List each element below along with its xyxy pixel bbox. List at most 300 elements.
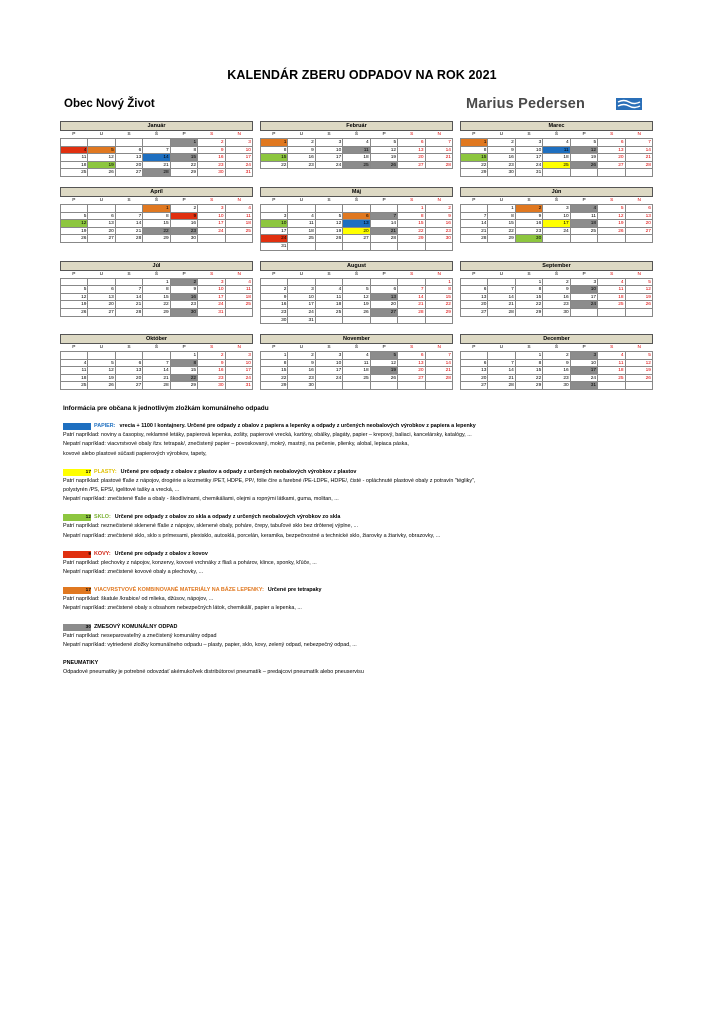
day-cell: 30 [288,382,315,390]
day-cell: 11 [598,286,625,294]
weekday-label: P [72,132,76,137]
weekday-label: P [382,197,386,203]
day-cell: 8 [261,147,288,155]
day-cell: 22 [516,375,543,383]
day-cell: 12 [88,154,115,162]
category-line: Patrí napríklad: plechovky z nápojov, konzervy, kovové vrchnáky z fliaš a pohárov, klince, sponky, kľúče, ... [63,559,317,566]
empty-cell [143,139,170,147]
weekday-label: Š [354,271,359,277]
weekday-header [460,271,653,278]
week-row [261,317,453,325]
weekday-label: N [637,271,641,277]
day-cell: 13 [398,147,425,155]
month-calendar [460,261,653,325]
week-row [261,286,453,294]
day-cell: 30 [516,235,543,243]
day-cell: 16 [288,154,315,162]
day-cell: 24 [316,375,343,383]
weekday-label: S [127,345,131,351]
day-cell: 11 [61,154,88,162]
day-cell: 17 [316,367,343,375]
day-cell: 28 [488,309,515,317]
day-cell: 4 [226,279,253,287]
day-cell: 9 [543,286,570,294]
day-cell: 5 [371,139,398,147]
day-cell: 23 [171,228,198,236]
day-cell: 7 [488,286,515,294]
day-cell: 26 [571,162,598,170]
day-cell: 5 [88,147,115,155]
day-cell: 1 [488,205,515,213]
day-cell: 19 [598,220,625,228]
weekday-label: S [210,197,214,203]
day-cell: 6 [88,286,115,294]
week-row [461,309,653,317]
day-cell: 3 [516,139,543,147]
week-row [61,382,253,390]
category-description: Určené pre odpady z obalov zo skla a odpady z určených neobalových výrobkov zo skla [114,514,341,521]
day-cell: 24 [261,235,288,243]
category-kovy [63,550,663,577]
day-cell: 18 [226,294,253,302]
weekday-header [460,131,653,138]
day-cell: 18 [598,294,625,302]
day-cell: 2 [543,279,570,287]
weekday-label: N [437,345,441,351]
day-cell: 16 [426,220,453,228]
day-cell: 30 [171,309,198,317]
week-row [261,243,453,251]
day-cell: 18 [343,154,370,162]
category-description: vrecia + 1100 l kontajnery. Určené pre odpady z obalov z papiera a lepenky a odpady z určených neobalových výrobkov z papiera a lepenky [119,423,476,430]
empty-cell [488,352,515,360]
day-cell: 29 [516,382,543,390]
day-cell: 4 [61,147,88,155]
day-cell: 10 [226,360,253,368]
weekday-label: Š [554,197,559,203]
day-cell: 29 [516,309,543,317]
category-line: Nepatrí napríklad: vytriedené zložky komunálneho odpadu – plasty, papier, sklo, kovy, zelený odpad, nebezpečný odpad, ... [63,641,357,648]
day-cell: 3 [316,352,343,360]
category-heading [63,623,663,632]
weekday-label: U [99,345,104,351]
day-cell: 12 [316,220,343,228]
day-cell: 25 [598,301,625,309]
day-cell: 17 [226,154,253,162]
day-cell: 31 [288,317,315,325]
category-line: polystyrén /PS, EPS/, igelitové tašky a vrecká, ... [63,487,180,494]
day-cell: 21 [371,228,398,236]
weekday-header [460,344,653,351]
day-cell: 18 [61,162,88,170]
day-cell: 16 [543,294,570,302]
category-heading [63,468,663,477]
day-cell: 5 [598,205,625,213]
empty-cell [626,235,653,243]
category-line: kovové alebo plastové súčasti papierových výrobkov, tapety, [63,450,207,457]
weekday-label: Š [154,271,159,277]
day-cell: 16 [516,220,543,228]
week-row [461,279,653,287]
day-cell: 14 [371,220,398,228]
day-cell: 8 [516,286,543,294]
week-row [61,360,253,368]
week-row [261,220,453,228]
empty-cell [88,279,115,287]
day-cell: 20 [343,228,370,236]
empty-cell [261,279,288,287]
day-cell: 23 [198,162,225,170]
day-cell: 3 [261,213,288,221]
category-line: Patrí napríklad: škatule /krabice/ od mlieka, džúsov, nápojov, ... [63,596,214,603]
weekday-label: N [237,345,241,351]
day-cell: 25 [226,301,253,309]
empty-cell [343,205,370,213]
empty-cell [61,205,88,213]
day-cell: 30 [426,235,453,243]
day-cell: 22 [143,301,170,309]
day-cell: 24 [198,301,225,309]
day-cell: 20 [371,301,398,309]
day-cell: 9 [288,360,315,368]
category-line: Nepatrí napríklad: znečistené obaly s obsahom nebezpečných látok, chemikálií, papier a lepenka, ... [63,605,302,612]
day-cell: 4 [226,205,253,213]
empty-cell [461,279,488,287]
day-cell: 10 [261,220,288,228]
category-description: ZMESOVÝ KOMUNÁLNY ODPAD [94,623,178,630]
category-swatch: 30 [63,624,91,631]
month-calendar [460,187,653,251]
day-cell: 9 [426,213,453,221]
day-cell: 30 [171,235,198,243]
day-cell: 15 [143,220,170,228]
day-cell: 23 [288,375,315,383]
week-row [261,235,453,243]
day-cell: 13 [88,294,115,302]
day-cell: 9 [488,147,515,155]
day-cell: 27 [461,382,488,390]
month-weeks [460,351,653,390]
weekday-label: Š [554,132,559,137]
week-row [61,220,253,228]
day-cell: 25 [343,162,370,170]
day-cell: 2 [171,205,198,213]
category-description: Určené pre odpady z obalov z kovov [114,550,208,557]
empty-cell [288,243,315,251]
category-heading [63,513,663,522]
day-cell: 12 [626,286,653,294]
weekday-label: N [237,132,241,137]
day-cell: 22 [261,375,288,383]
day-cell: 10 [226,147,253,155]
empty-cell [343,279,370,287]
category-sklo [63,513,663,540]
day-cell: 11 [343,360,370,368]
week-row [61,169,253,177]
week-row [261,301,453,309]
day-cell: 13 [371,294,398,302]
day-cell: 1 [143,205,170,213]
day-cell: 15 [516,367,543,375]
day-cell: 19 [571,154,598,162]
day-cell: 19 [343,301,370,309]
day-cell: 14 [143,154,170,162]
day-cell: 12 [371,360,398,368]
empty-cell [371,279,398,287]
day-cell: 17 [198,220,225,228]
empty-cell [398,243,425,251]
day-cell: 13 [116,154,143,162]
day-cell: 23 [426,228,453,236]
month-calendar [60,261,253,325]
day-cell: 15 [261,367,288,375]
empty-cell [61,139,88,147]
empty-cell [598,309,625,317]
empty-cell [571,309,598,317]
weekday-label: S [127,271,131,277]
category-swatch: 17 [63,587,91,594]
day-cell: 25 [543,162,570,170]
empty-cell [116,279,143,287]
day-cell: 9 [516,213,543,221]
week-row [461,375,653,383]
category-line: Nepatrí napríklad: viacvrstvové obaly /tzv. tetrapak/, znečistený papier – povoskovaný, mokrý, mastný, na pečenie, plienky, alobal, lepiaca páska, [63,441,409,448]
day-cell: 2 [516,205,543,213]
day-cell: 27 [343,235,370,243]
week-row [61,228,253,236]
day-cell: 23 [261,309,288,317]
empty-cell [226,235,253,243]
day-cell: 8 [516,360,543,368]
day-cell: 19 [626,367,653,375]
day-cell: 8 [488,213,515,221]
day-cell: 27 [371,309,398,317]
day-cell: 22 [398,228,425,236]
day-cell: 16 [488,154,515,162]
weekday-label: S [527,132,531,137]
day-cell: 11 [543,147,570,155]
category-name: SKLO: [94,514,111,521]
week-row [461,360,653,368]
day-cell: 12 [343,294,370,302]
day-cell: 9 [171,286,198,294]
day-cell: 6 [398,139,425,147]
day-cell: 31 [516,169,543,177]
empty-cell [571,235,598,243]
day-cell: 11 [598,360,625,368]
empty-cell [571,169,598,177]
category-heading [63,586,663,595]
week-row [61,235,253,243]
day-cell: 3 [198,279,225,287]
empty-cell [116,205,143,213]
brand-logo-icon [616,98,642,110]
day-cell: 6 [371,286,398,294]
day-cell: 3 [226,352,253,360]
day-cell: 16 [261,301,288,309]
day-cell: 24 [316,162,343,170]
month-weeks [60,351,253,390]
day-cell: 2 [198,352,225,360]
day-cell: 29 [488,235,515,243]
week-row [461,169,653,177]
day-cell: 14 [426,360,453,368]
day-cell: 14 [626,147,653,155]
day-cell: 16 [198,367,225,375]
day-cell: 26 [61,309,88,317]
info-section [63,404,663,677]
category-description: Určené pre odpady z obalov z plastov a odpady z určených neobalových výrobkov z plastov [120,468,357,475]
empty-cell [343,382,370,390]
weekday-label: U [299,271,304,277]
week-row [461,162,653,170]
day-cell: 8 [171,147,198,155]
day-cell: 2 [288,352,315,360]
day-cell: 19 [88,162,115,170]
day-cell: 16 [288,367,315,375]
day-cell: 12 [371,147,398,155]
day-cell: 6 [461,360,488,368]
day-cell: 14 [488,367,515,375]
day-cell: 20 [598,154,625,162]
week-row [61,205,253,213]
empty-cell [626,169,653,177]
day-cell: 1 [461,139,488,147]
day-cell: 20 [626,220,653,228]
day-cell: 5 [626,352,653,360]
empty-cell [461,352,488,360]
week-row [261,382,453,390]
week-row [261,375,453,383]
weekday-label: S [610,197,614,203]
week-row [261,367,453,375]
day-cell: 26 [371,375,398,383]
day-cell: 3 [316,139,343,147]
day-cell: 22 [488,228,515,236]
week-row [261,162,453,170]
month-weeks [460,278,653,317]
day-cell: 21 [116,301,143,309]
month-weeks [460,138,653,177]
month-weeks [260,138,453,169]
week-row [261,294,453,302]
day-cell: 3 [198,205,225,213]
month-weeks [260,351,453,390]
week-row [61,154,253,162]
weekday-label: P [182,132,186,137]
category-plasty [63,468,663,505]
weekday-label: P [472,132,476,137]
week-row [61,294,253,302]
category-line: Patrí napríklad: neseparovateľný a znečistený komunálny odpad [63,632,217,639]
day-cell: 17 [571,294,598,302]
day-cell: 27 [88,235,115,243]
day-cell: 1 [516,279,543,287]
day-cell: 20 [116,162,143,170]
day-cell: 3 [571,352,598,360]
day-cell: 4 [343,352,370,360]
day-cell: 14 [143,367,170,375]
day-cell: 31 [571,382,598,390]
day-cell: 21 [488,301,515,309]
day-cell: 28 [143,382,170,390]
weekday-label: P [582,271,586,277]
day-cell: 5 [61,213,88,221]
weekday-label: N [437,197,441,203]
day-cell: 24 [226,375,253,383]
day-cell: 17 [261,228,288,236]
day-cell: 2 [543,352,570,360]
day-cell: 29 [171,169,198,177]
month-name: Marec [460,121,653,131]
day-cell: 15 [171,154,198,162]
day-cell: 18 [316,301,343,309]
weekday-label: S [610,132,614,137]
category-description: Určené pre tetrapaky [267,587,322,594]
day-cell: 2 [261,286,288,294]
empty-cell [426,317,453,325]
pneumatiky-title: PNEUMATIKY [63,660,99,667]
day-cell: 27 [461,309,488,317]
day-cell: 1 [398,205,425,213]
empty-cell [116,352,143,360]
month-name: November [260,334,453,344]
weekday-label: P [72,197,76,203]
day-cell: 23 [288,162,315,170]
weekday-label: S [210,132,214,137]
day-cell: 20 [88,228,115,236]
month-calendar [460,121,653,177]
weekday-header [260,344,453,351]
day-cell: 28 [143,169,170,177]
day-cell: 24 [226,162,253,170]
empty-cell [371,382,398,390]
week-row [261,147,453,155]
day-cell: 30 [488,169,515,177]
day-cell: 7 [461,213,488,221]
day-cell: 5 [371,352,398,360]
week-row [61,213,253,221]
day-cell: 16 [171,220,198,228]
weekday-label: S [410,271,414,277]
month-weeks [60,138,253,177]
empty-cell [598,382,625,390]
day-cell: 8 [143,286,170,294]
empty-cell [598,169,625,177]
weekday-label: P [472,345,476,351]
month-calendar [60,187,253,251]
day-cell: 19 [626,294,653,302]
weekday-label: P [582,132,586,137]
day-cell: 16 [543,367,570,375]
day-cell: 27 [626,228,653,236]
day-cell: 11 [316,294,343,302]
week-row [461,301,653,309]
day-cell: 7 [143,360,170,368]
weekday-label: Š [354,197,359,203]
weekday-label: S [527,271,531,277]
day-cell: 6 [88,213,115,221]
day-cell: 4 [598,279,625,287]
day-cell: 23 [198,375,225,383]
day-cell: 16 [198,154,225,162]
day-cell: 21 [143,375,170,383]
category-list [63,422,663,650]
category-line: Patrí napríklad: noviny a časopisy, reklamné letáky, papierová lepenka, zošity, papierové vrecká, kartóny, obálky, plagáty, papier – krepový, baliaci, kancelársky, katalógy, ... [63,432,472,439]
day-cell: 9 [198,360,225,368]
week-row [61,301,253,309]
day-cell: 16 [171,294,198,302]
